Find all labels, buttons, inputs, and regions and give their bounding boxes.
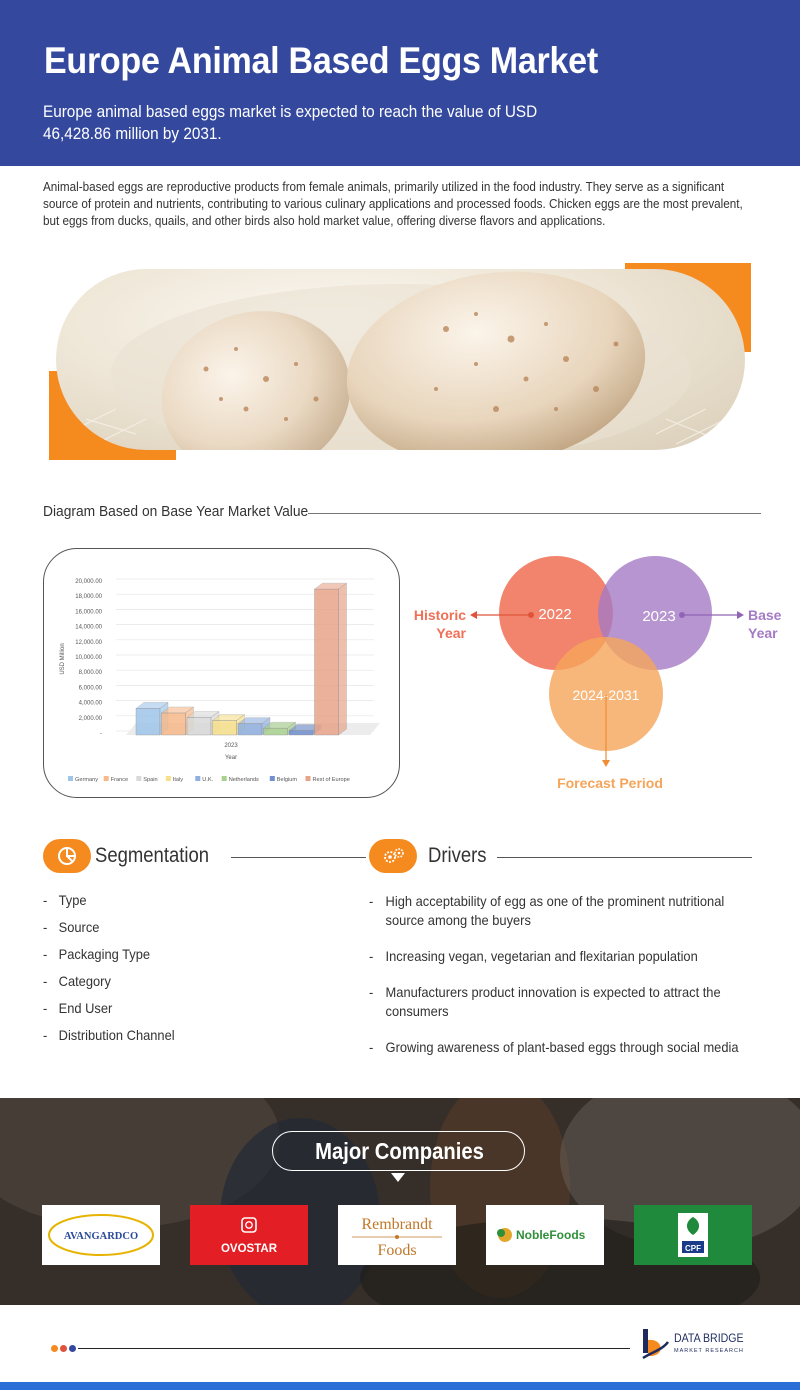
legend-swatch (104, 776, 109, 781)
svg-text:NobleFoods: NobleFoods (516, 1228, 586, 1242)
y-tick-label: 8,000.00 (78, 670, 102, 677)
drivers-title: Drivers (428, 844, 487, 867)
list-item: - Source (43, 919, 175, 946)
period-venn-diagram (410, 545, 800, 805)
svg-text:CPF: CPF (685, 1244, 701, 1253)
legend-label: Spain (143, 777, 158, 783)
x-axis-label: Year (224, 755, 238, 761)
y-tick-label: - (100, 731, 102, 737)
historic-label-line2: Year (436, 625, 466, 641)
photo-shade (0, 1098, 800, 1305)
bar-germany (136, 708, 160, 735)
legend-label: Netherlands (228, 777, 259, 783)
bar-chart-svg (44, 549, 400, 798)
page-title: Europe Animal Based Eggs Market (44, 40, 598, 81)
svg-text:Rembrandt: Rembrandt (361, 1216, 433, 1233)
legend-swatch (166, 776, 171, 781)
legend-label: Belgium (276, 777, 298, 783)
logo-noble-foods (486, 1205, 604, 1265)
base-label-line2: Year (748, 625, 778, 641)
base-label-line1: Base (748, 607, 782, 623)
list-item: - Manufacturers product innovation is expected to attract the consumers (369, 983, 746, 1021)
legend-swatch (306, 776, 311, 781)
forecast-arrow-head (602, 760, 610, 767)
header-banner (0, 0, 800, 166)
footer-divider (78, 1348, 630, 1349)
svg-text:Foods: Foods (377, 1242, 417, 1259)
section-divider (308, 513, 761, 514)
list-item: - Growing awareness of plant-based eggs through social media (369, 1038, 746, 1057)
eggs-photo (56, 269, 745, 450)
y-tick-label: 14,000.00 (75, 624, 102, 631)
segmentation-divider (231, 857, 366, 858)
list-item: - Distribution Channel (43, 1027, 175, 1054)
diagram-section-title: Diagram Based on Base Year Market Value (43, 503, 309, 520)
drivers-list (369, 892, 779, 1074)
legend-label: Italy (172, 777, 184, 783)
list-item: - Increasing vegan, vegetarian and flexitarian population (369, 947, 746, 966)
base-arrow-head (737, 611, 744, 619)
drivers-divider (497, 857, 752, 858)
y-tick-label: 4,000.00 (78, 700, 102, 707)
historic-label-line1: Historic (413, 607, 466, 623)
y-axis-label: USD Million (60, 643, 66, 675)
data-bridge-logo (640, 1328, 770, 1362)
y-tick-label: 2,000.00 (78, 715, 102, 722)
pie-chart-icon (57, 846, 77, 866)
legend-label: U.K. (202, 777, 214, 783)
y-tick-label: 10,000.00 (75, 655, 102, 661)
logo-rembrandt-foods (338, 1205, 456, 1265)
list-item: - Category (43, 973, 175, 1000)
svg-text:AVANGARDCO: AVANGARDCO (63, 1231, 139, 1242)
forecast-period-value: 2024-2031 (572, 687, 640, 703)
svg-text:OVOSTAR: OVOSTAR (220, 1243, 278, 1255)
y-tick-label: 18,000.00 (75, 594, 102, 601)
logo-cpf (634, 1205, 752, 1265)
bar-u-k- (238, 724, 262, 735)
pill-pointer-icon (391, 1173, 405, 1182)
bar-belgium (289, 730, 313, 735)
intro-paragraph: Animal-based eggs are reproductive products from female animals, primarily utilized in the food industry. They serve as a significant source of protein and nutrients, contributing to various culinary applications and processed foods. Chicken eggs are the most prevalent, but eggs from ducks, quails, and other birds also hold market value, offering diverse flavors and applications. (43, 179, 743, 228)
x-category-label: 2023 (224, 743, 238, 749)
y-tick-label: 6,000.00 (78, 685, 102, 692)
legend-label: France (110, 777, 129, 783)
gears-icon (383, 846, 405, 866)
bar-side (339, 583, 347, 735)
segmentation-list (43, 892, 186, 1054)
legend-swatch (222, 776, 227, 781)
blue-dot (69, 1345, 76, 1352)
list-item: - Packaging Type (43, 946, 175, 973)
base-year-value: 2023 (642, 608, 676, 625)
segmentation-title: Segmentation (95, 844, 210, 867)
list-item: - Type (43, 892, 175, 919)
logo-ovostar (190, 1205, 308, 1265)
list-item: - End User (43, 1000, 175, 1027)
y-tick-label: 16,000.00 (75, 609, 102, 616)
footer-accent-bar (0, 1382, 800, 1390)
bar-italy (213, 721, 237, 735)
brand-name: DATA BRIDGE (674, 1333, 744, 1345)
y-tick-label: 20,000.00 (75, 579, 102, 585)
forecast-label: Forecast Period (557, 775, 663, 791)
legend-label: Rest of Europe (312, 777, 350, 783)
bar-netherlands (264, 728, 288, 735)
major-companies-title: Major Companies (315, 1138, 484, 1164)
legend-swatch (136, 776, 141, 781)
segmentation-icon-badge (43, 839, 91, 873)
legend-swatch (195, 776, 200, 781)
y-tick-label: 12,000.00 (75, 639, 102, 646)
legend-swatch (270, 776, 275, 781)
legend-label: Germany (75, 777, 99, 783)
bar-spain (187, 718, 211, 735)
bar-france (162, 713, 186, 735)
data-bridge-mark-icon (640, 1328, 672, 1362)
red-dot (60, 1345, 67, 1352)
bar-rest-of-europe (315, 589, 339, 735)
logo-avangardco (42, 1205, 160, 1265)
historic-arrow-head (470, 611, 477, 619)
legend-swatch (68, 776, 73, 781)
historic-year-value: 2022 (538, 606, 572, 623)
page-subtitle: Europe animal based eggs market is expected to reach the value of USD 46,428.86 million by 2031. (43, 102, 538, 143)
list-item: - High acceptability of egg as one of the prominent nutritional source among the buyers (369, 892, 746, 930)
major-companies-section (0, 1098, 800, 1305)
orange-dot (51, 1345, 58, 1352)
brand-tagline: MARKET RESEARCH (674, 1348, 744, 1354)
drivers-icon-badge (369, 839, 417, 873)
major-companies-pill (272, 1131, 525, 1171)
market-value-chart (43, 548, 400, 798)
